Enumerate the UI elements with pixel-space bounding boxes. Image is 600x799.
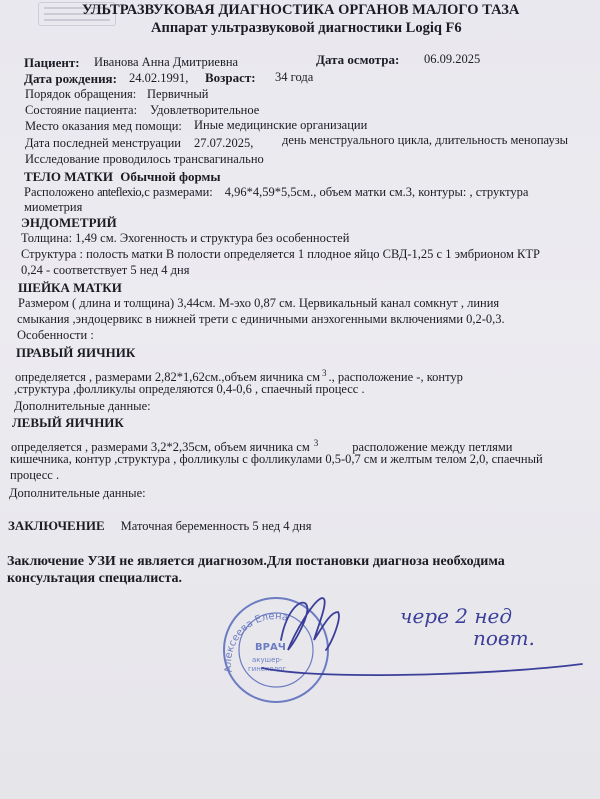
uterus-position: anteflexio [97, 185, 142, 199]
left-ovary-size: определяется , размерами 3,2*2,35см, объем яичника см [11, 440, 310, 455]
endometrium-line-3: 0,24 - соответствует 5 нед 4 дня [21, 263, 190, 277]
stamp-arc-text: Алексеева Елена [223, 611, 290, 674]
right-ovary-unit-sup: 3 [322, 368, 327, 378]
left-ovary-location: расположение между петлями [352, 440, 513, 455]
dob-label: Дата рождения: [24, 71, 117, 86]
exam-date: 06.09.2025 [424, 52, 481, 66]
cervix-line-1: Размером ( длина и толщина) 3,44см. М-эхо 0,87 см. Цервикальный канал сомкнут , линия [18, 296, 500, 310]
method-text: Исследование проводилось трансвагинально [25, 152, 264, 166]
visit-order-label: Порядок обращения: [25, 87, 137, 101]
endometrium-title: ЭНДОМЕТРИЙ [21, 215, 117, 230]
age-value: 34 года [275, 70, 314, 84]
patient-name: Иванова Анна Дмитриевна [94, 55, 239, 69]
condition-label: Состояние пациента: [25, 103, 138, 117]
disclaimer-line-1: Заключение УЗИ не является диагнозом.Для постановки диагноза необходима [7, 554, 505, 569]
endometrium-line-2: Структура : полость матки В полости определяется 1 плодное яйцо СВД-1,25 с 1 эмбрионом КТР [21, 247, 540, 261]
left-ovary-line-2: кишечника, контур ,структура , фолликулы с фолликулами 0,5-0,7 см и желтым телом 2,0, спаечный [10, 452, 543, 466]
handwritten-note [400, 604, 535, 650]
handwritten-line-2: повт. [473, 626, 535, 650]
dob-value: 24.02.1991, [129, 71, 189, 85]
handwritten-line-1: чере 2 нед [400, 604, 513, 628]
uterus-title-text: ТЕЛО МАТКИ [24, 169, 113, 184]
condition-value: Удовлетворительное [150, 103, 260, 117]
visit-order-value: Первичный [147, 87, 209, 101]
left-ovary-unit-sup: 3 [313, 438, 319, 448]
right-ovary-extra: Дополнительные данные: [14, 399, 151, 413]
left-ovary-title: ЛЕВЫЙ ЯИЧНИК [12, 415, 124, 430]
lmp-tail: день менструального цикла, длительность менопаузы [282, 133, 569, 147]
uterus-line-2: миометрия [24, 200, 83, 214]
left-ovary-extra: Дополнительные данные: [9, 486, 146, 500]
stamp-word-3: гинеколог [248, 665, 287, 673]
cervix-title: ШЕЙКА МАТКИ [18, 280, 122, 295]
endometrium-line-1: Толщина: 1,49 см. Эхогенность и структура без особенностей [21, 231, 350, 245]
device-subtitle: Аппарат ультразвуковой диагностики Logiq F6 [151, 20, 462, 36]
disclaimer-line-2: консультация специалиста. [7, 571, 183, 586]
cervix-line-3: Особенности : [17, 328, 94, 342]
age-label: Возраст: [205, 70, 256, 85]
place-value: Иные медицинские организации [194, 118, 368, 132]
lmp-value: 27.07.2025, [194, 136, 254, 150]
lmp-label: Дата последней менструации [25, 136, 181, 150]
place-label: Место оказания мед помощи: [25, 119, 182, 133]
uterus-size-label: ,с размерами: [141, 185, 213, 199]
left-ovary-line-3: процесс . [10, 468, 60, 482]
uterus-shape: Обычной формы [120, 169, 221, 184]
right-ovary-title: ПРАВЫЙ ЯИЧНИК [16, 345, 136, 360]
right-ovary-location: ., расположение -, контур [328, 370, 463, 385]
patient-label: Пациент: [24, 55, 80, 70]
report-title: УЛЬТРАЗВУКОВАЯ ДИАГНОСТИКА ОРГАНОВ МАЛОГО ТАЗА [82, 2, 520, 18]
conclusion-label: ЗАКЛЮЧЕНИЕ [8, 518, 105, 533]
uterus-position-label: Расположено [24, 185, 94, 199]
right-ovary-size: определяется , размерами 2,82*1,62см.,объем яичника см [15, 370, 321, 385]
uterus-size: 4,96*4,59*5,5см., объем матки см.3, контуры: , структура [224, 185, 529, 199]
stamp-word-2: акушер- [252, 656, 283, 664]
cervix-line-2: смыкания ,эндоцервикс в нижней трети с единичными анэхогенными включениями 0,2-0,3. [17, 312, 505, 326]
stamp-word-1: ВРАЧ [255, 642, 286, 653]
conclusion-text: Маточная беременность 5 нед 4 дня [120, 519, 312, 533]
exam-date-label: Дата осмотра: [316, 52, 400, 67]
right-ovary-line-2: ,структура ,фолликулы определяются 0,4-0,6 , спаечный процесс . [14, 382, 365, 396]
round-stamp [223, 598, 328, 702]
